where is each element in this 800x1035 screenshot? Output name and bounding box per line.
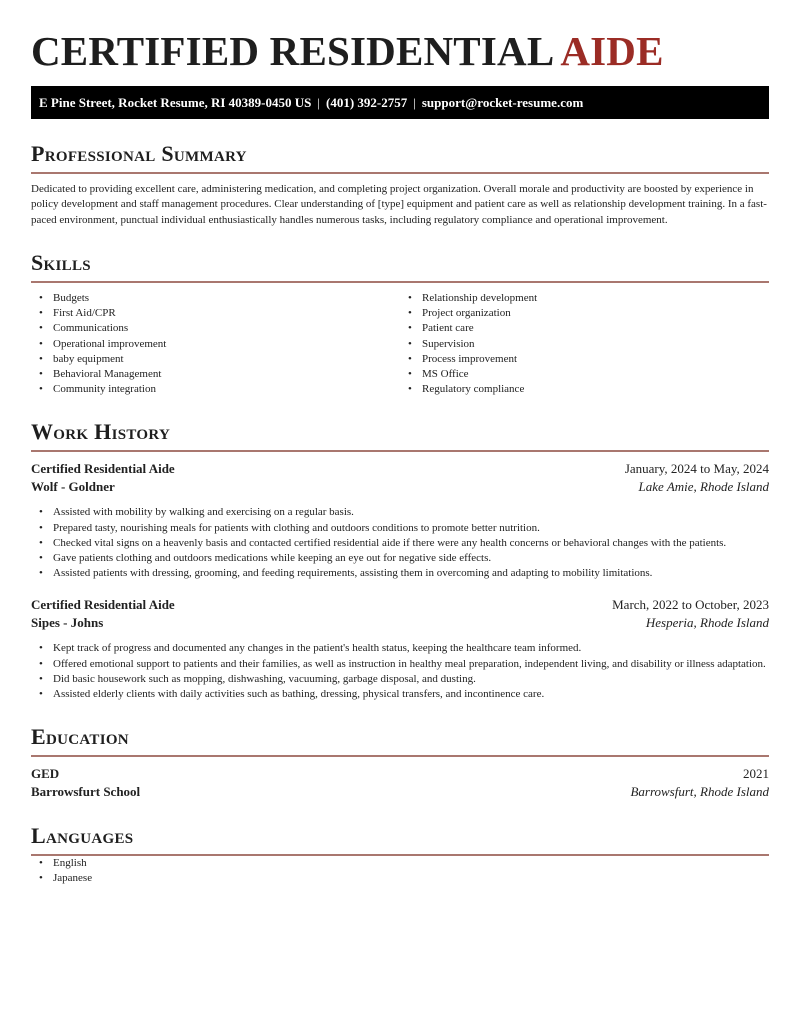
job-duty: • Checked vital signs on a heavenly basis and contacted certified residential aide if there were any health concerns or behavioral changes with the patients.	[53, 536, 769, 551]
language-item: • Japanese	[53, 871, 769, 886]
contact-phone: (401) 392-2757	[325, 95, 408, 110]
skill-item: • Behavioral Management	[53, 367, 400, 382]
name-first: CERTIFIED RESIDENTIAL	[31, 28, 553, 74]
skill-item: • baby equipment	[53, 352, 400, 367]
language-item: • English	[53, 856, 769, 871]
skill-item: • Process improvement	[422, 352, 769, 367]
job-duty: • Assisted with mobility by walking and exercising on a regular basis.	[53, 505, 769, 520]
skill-item: • Operational improvement	[53, 337, 400, 352]
section-divider	[31, 281, 769, 283]
languages-heading: Languages	[31, 823, 134, 849]
job-dates: March, 2022 to October, 2023	[612, 597, 769, 613]
job-entry	[31, 596, 769, 702]
skill-item: • Community integration	[53, 382, 400, 397]
resume-page	[31, 0, 769, 887]
summary-heading: Professional Summary	[31, 141, 247, 166]
summary-text: Dedicated to providing excellent care, administering medication, and completing project organization. Overall morale and productivity are boosted by experience in policy development and staff management procedures. Clear understanding of [type] equipment and patient care as well as relationship development training. In a fast-paced environment, punctual individual enthusiastically handles numerous tasks, including regulatory compliance and operational improvement.	[31, 183, 767, 226]
skill-item: • Patient care	[422, 321, 769, 336]
education-school: Barrowsfurt School	[31, 784, 141, 800]
resume-name	[31, 26, 769, 76]
job-company: Wolf - Goldner	[31, 479, 115, 495]
skill-item: • MS Office	[422, 367, 769, 382]
education-entry	[31, 765, 769, 801]
job-title: Certified Residential Aide	[31, 461, 175, 477]
contact-separator: |	[317, 95, 320, 110]
job-duty: • Prepared tasty, nourishing meals for patients with clothing and outdoors conditions to promote better nutrition.	[53, 521, 769, 536]
contact-separator: |	[413, 95, 416, 110]
skill-item: • Project organization	[422, 306, 769, 321]
job-entry	[31, 460, 769, 581]
job-duties	[31, 641, 769, 702]
job-location: Lake Amie, Rhode Island	[638, 479, 769, 495]
skills-column-right	[400, 291, 769, 397]
section-divider	[31, 755, 769, 757]
job-company: Sipes - Johns	[31, 615, 104, 631]
education-location: Barrowsfurt, Rhode Island	[630, 784, 769, 800]
skills-column-left	[31, 291, 400, 397]
job-duty: • Kept track of progress and documented any changes in the patient's health status, keeping the healthcare team informed.	[53, 641, 769, 656]
section-divider	[31, 450, 769, 452]
job-duty: • Offered emotional support to patients and their families, as well as instruction in healthy meal preparation, independent living, and disability or illness adaptation.	[53, 657, 769, 672]
education-heading: Education	[31, 724, 129, 750]
work-history-heading: Work History	[31, 419, 171, 445]
job-duty: • Assisted patients with dressing, grooming, and feeding requirements, assisting them in overcoming and adapting to mobility limitations.	[53, 566, 769, 581]
skill-item: • Relationship development	[422, 291, 769, 306]
education-degree: GED	[31, 766, 60, 782]
job-dates: January, 2024 to May, 2024	[624, 461, 769, 477]
job-duty: • Did basic housework such as mopping, dishwashing, vacuuming, garbage disposal, and dusting.	[53, 672, 769, 687]
skills-list	[31, 291, 769, 397]
skill-item: • Budgets	[53, 291, 400, 306]
contact-email: support@rocket-resume.com	[421, 95, 584, 110]
education-year: 2021	[743, 766, 769, 782]
languages-list	[31, 856, 769, 886]
skill-item: • Supervision	[422, 337, 769, 352]
job-duties	[31, 505, 769, 581]
skill-item: • Regulatory compliance	[422, 382, 769, 397]
skill-item: • First Aid/CPR	[53, 306, 400, 321]
contact-address: E Pine Street, Rocket Resume, RI 40389-0450 US	[39, 95, 312, 110]
skills-heading: Skills	[31, 249, 91, 275]
job-title: Certified Residential Aide	[31, 597, 175, 613]
job-duty: • Gave patients clothing and outdoors medications while keeping an eye out for negative side effects.	[53, 551, 769, 566]
job-location: Hesperia, Rhode Island	[645, 615, 769, 631]
contact-bar	[31, 86, 769, 119]
skill-item: • Communications	[53, 321, 400, 336]
section-divider	[31, 172, 769, 174]
job-duty: • Assisted elderly clients with daily activities such as bathing, dressing, physical transfers, and incontinence care.	[53, 687, 769, 702]
name-last: AIDE	[560, 28, 664, 74]
